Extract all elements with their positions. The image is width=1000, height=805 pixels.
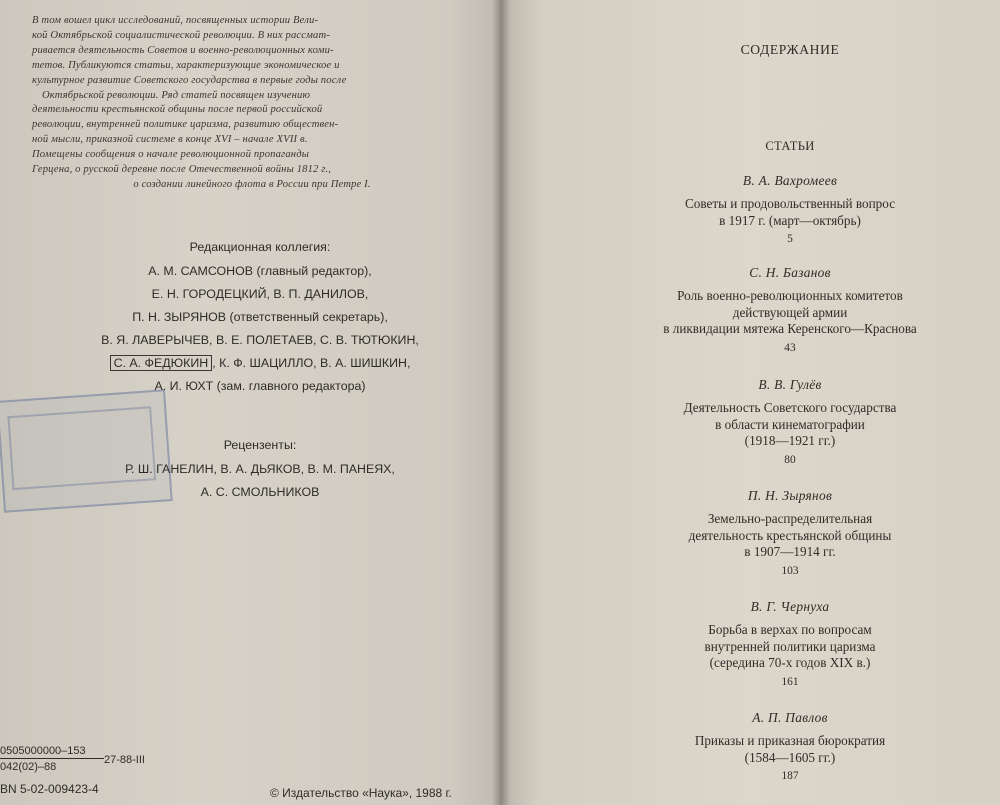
entry-title-line: действующей армии — [732, 304, 848, 320]
abstract-line: ривается деятельность Советов и военно-революционных коми- — [32, 44, 334, 56]
entry-author: В. Г. Чернуха — [750, 599, 830, 614]
entry-title-line: в ликвидации мятежа Керенского—Краснова — [663, 321, 917, 336]
entry-author: В. А. Вахромеев — [742, 173, 838, 188]
book-gutter — [492, 0, 510, 805]
entry-title-line: в 1917 г. (март—октябрь) — [719, 212, 861, 228]
abstract-line: В том вошел цикл исследований, посвященных истории Вели- — [32, 15, 319, 26]
entry-page-number: 5 — [787, 233, 793, 245]
abstract-line: кой Октябрьской социалистической революции. В них рассмат- — [32, 29, 330, 41]
editorial-line: В. Я. ЛАВЕРЫЧЕВ, В. Е. ПОЛЕТАЕВ, С. В. ТЮТЮКИН, — [101, 333, 419, 347]
abstract-line: культурное развитие Советского государства в первые годы после — [32, 74, 347, 86]
toc-entry — [590, 264, 990, 356]
editorial-line: А. И. ЮХТ (зам. главного редактора) — [154, 379, 366, 393]
toc-title: СОДЕРЖАНИЕ — [740, 42, 840, 57]
code-suffix: 27-88-III — [104, 754, 145, 766]
entry-author: А. П. Павлов — [752, 710, 828, 725]
entry-author: П. Н. Зырянов — [747, 488, 833, 503]
entry-title-line: (1584—1605 гг.) — [744, 749, 836, 765]
entry-title-line: Земельно-распределительная — [707, 511, 873, 526]
entry-title-line: в 1907—1914 гг. — [744, 544, 836, 559]
entry-title-line: в области кинематографии — [715, 416, 865, 432]
toc-entry — [590, 172, 990, 247]
entry-page-number: 161 — [781, 675, 799, 688]
editorial-line: П. Н. ЗЫРЯНОВ (ответственный секретарь), — [132, 310, 388, 324]
abstract-line: деятельности крестьянской общины после первой российской — [32, 104, 323, 116]
editorial-line — [40, 356, 480, 370]
entry-title-line: Борьба в верхах по вопросам — [708, 622, 872, 637]
abstract-line: тетов. Публикуются статьи, характеризующие экономическое и — [32, 59, 340, 71]
reviewers-line: А. С. СМОЛЬНИКОВ — [200, 485, 320, 499]
entry-title-line: Приказы и приказная бюрократия — [694, 733, 886, 748]
entry-title-line: Деятельность Советского государства — [683, 400, 897, 415]
reviewers-line: Р. Ш. ГАНЕЛИН, В. А. ДЬЯКОВ, В. М. ПАНЕЯХ, — [125, 462, 395, 476]
editorial-line-rest: , К. Ф. ШАЦИЛЛО, В. А. ШИШКИН, — [212, 356, 411, 370]
entry-page-number: 103 — [781, 564, 799, 577]
entry-page-number: 43 — [784, 341, 796, 354]
toc-entry — [590, 487, 990, 579]
entry-page-number: 80 — [784, 453, 796, 466]
entry-title-line: Роль военно-революционных комитетов — [677, 288, 903, 303]
reviewers-heading: Рецензенты: — [223, 438, 297, 452]
abstract-line: революции, внутренней политике царизма, развитию обществен- — [32, 119, 339, 131]
editorial-line: А. М. САМСОНОВ (главный редактор), — [148, 264, 372, 278]
abstract-line: Октябрьской революции. Ряд статей посвящен изучению — [42, 89, 311, 101]
entry-title-line: (середина 70-х годов XIX в.) — [709, 655, 871, 670]
code-numerator: 0505000000–153 — [0, 745, 104, 759]
code-fraction — [0, 745, 104, 773]
entry-title-line: деятельность крестьянской общины — [688, 527, 892, 543]
publisher-copyright: © Издательство «Наука», 1988 г. — [270, 786, 452, 800]
abstract-line: Герцена, о русской деревне после Отечественной войны 1812 г., — [32, 164, 332, 176]
entry-author: С. Н. Базанов — [749, 265, 831, 280]
entry-page-number: 187 — [781, 770, 799, 782]
entry-author: В. В. Гулёв — [758, 377, 822, 392]
boxed-name: С. А. ФЕДЮКИН — [110, 355, 213, 371]
entry-title-line: Советы и продовольственный вопрос — [684, 196, 896, 211]
entry-title-line: внутренней политики царизма — [704, 638, 876, 654]
isbn: BN 5-02-009423-4 — [0, 782, 99, 796]
abstract-line: Помещены сообщения о начале революционной пропаганды — [32, 149, 310, 161]
toc-entry — [590, 376, 990, 468]
toc-entry — [590, 709, 990, 784]
editorial-heading: Редакционная коллегия: — [189, 240, 331, 254]
abstract-line: ной мысли, приказной системе в конце XVI – начале XVII в. — [32, 134, 308, 146]
toc-section-heading: СТАТЬИ — [765, 139, 815, 153]
abstract-line: о создании линейного флота в России при Петре I. — [133, 178, 371, 190]
code-denominator: 042(02)–88 — [0, 761, 57, 773]
entry-title-line: (1918—1921 гг.) — [744, 433, 836, 448]
toc-entry — [590, 598, 990, 690]
editorial-line: Е. Н. ГОРОДЕЦКИЙ, В. П. ДАНИЛОВ, — [151, 287, 369, 301]
abstract — [32, 14, 472, 193]
